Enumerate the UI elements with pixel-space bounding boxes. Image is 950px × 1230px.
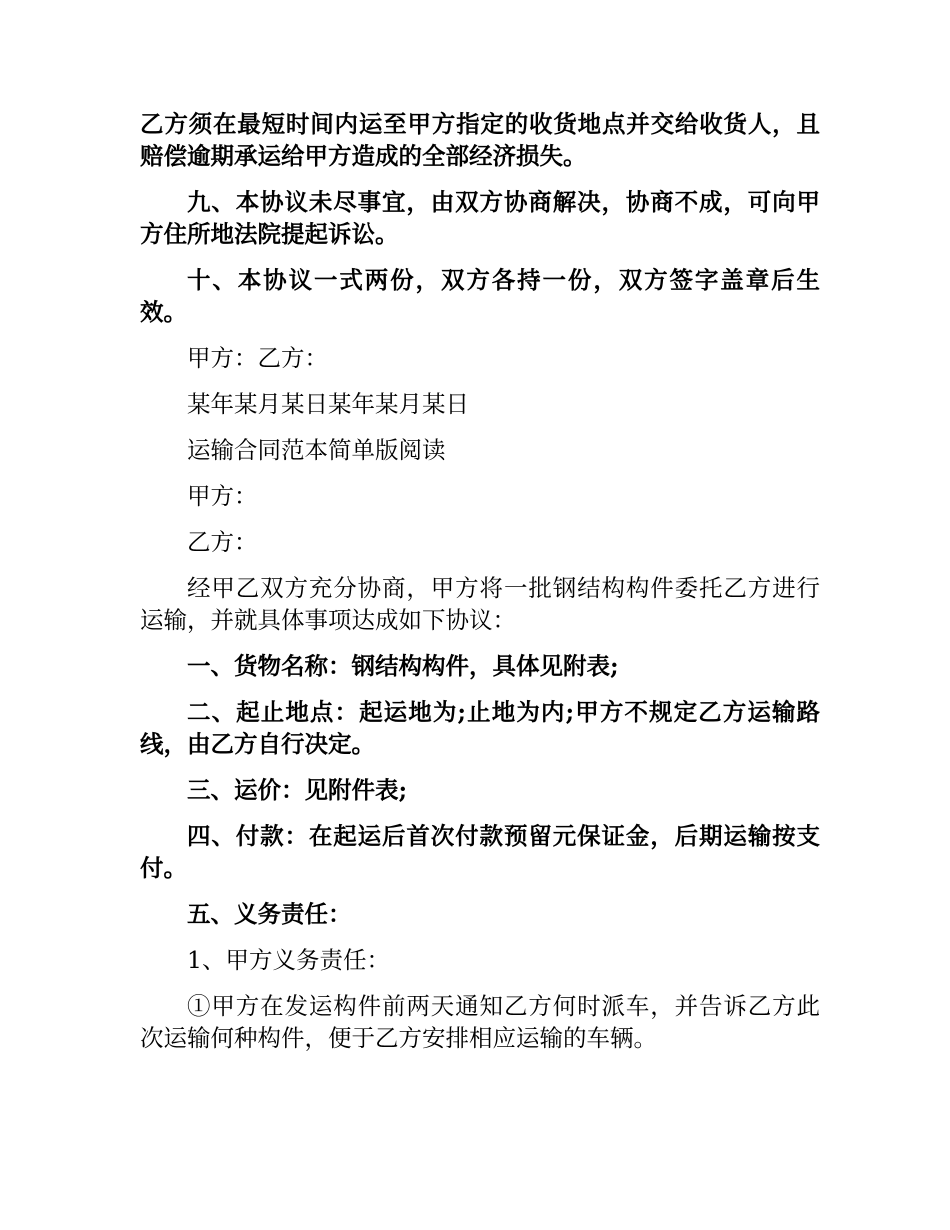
- signature-date-line: 某年某月某日某年某月某日: [187, 390, 469, 418]
- party-a-line: 甲方：: [187, 482, 258, 510]
- paragraph-clause-3-price: 三、运价：见附件表;: [187, 776, 408, 804]
- paragraph-clause-1-goods: 一、货物名称：钢结构构件，具体见附表;: [187, 652, 619, 680]
- paragraph-clause-2-locations: 二、起止地点：起运地为;止地为内;甲方不规定乙方运输路线，由乙方自行决定。: [140, 698, 820, 758]
- paragraph-delivery-liability: 乙方须在最短时间内运至甲方指定的收货地点并交给收货人，且赔偿逾期承运给甲方造成的全部经济损失。: [140, 110, 820, 170]
- paragraph-duty-item-1: ①甲方在发运构件前两天通知乙方何时派车，并告诉乙方此次运输何种构件，便于乙方安排相应运输的车辆。: [140, 992, 820, 1052]
- document-body: [140, 108, 820, 1068]
- paragraph-clause-4-payment: 四、付款：在起运后首次付款预留元保证金，后期运输按支付。: [140, 822, 820, 882]
- party-b-line: 乙方：: [187, 528, 258, 556]
- paragraph-clause-9: 九、本协议未尽事宜，由双方协商解决，协商不成，可向甲方住所地法院提起诉讼。: [140, 188, 820, 248]
- signature-parties-line: 甲方：乙方：: [187, 344, 328, 372]
- paragraph-party-a-duties: 1、甲方义务责任：: [187, 946, 390, 974]
- paragraph-preamble: 经甲乙双方充分协商，甲方将一批钢结构构件委托乙方进行运输，并就具体事项达成如下协议：: [140, 574, 820, 634]
- contract-title: 运输合同范本简单版阅读: [187, 436, 446, 464]
- paragraph-clause-5-duties: 五、义务责任：: [187, 900, 352, 928]
- paragraph-clause-10: 十、本协议一式两份，双方各持一份，双方签字盖章后生效。: [140, 266, 820, 326]
